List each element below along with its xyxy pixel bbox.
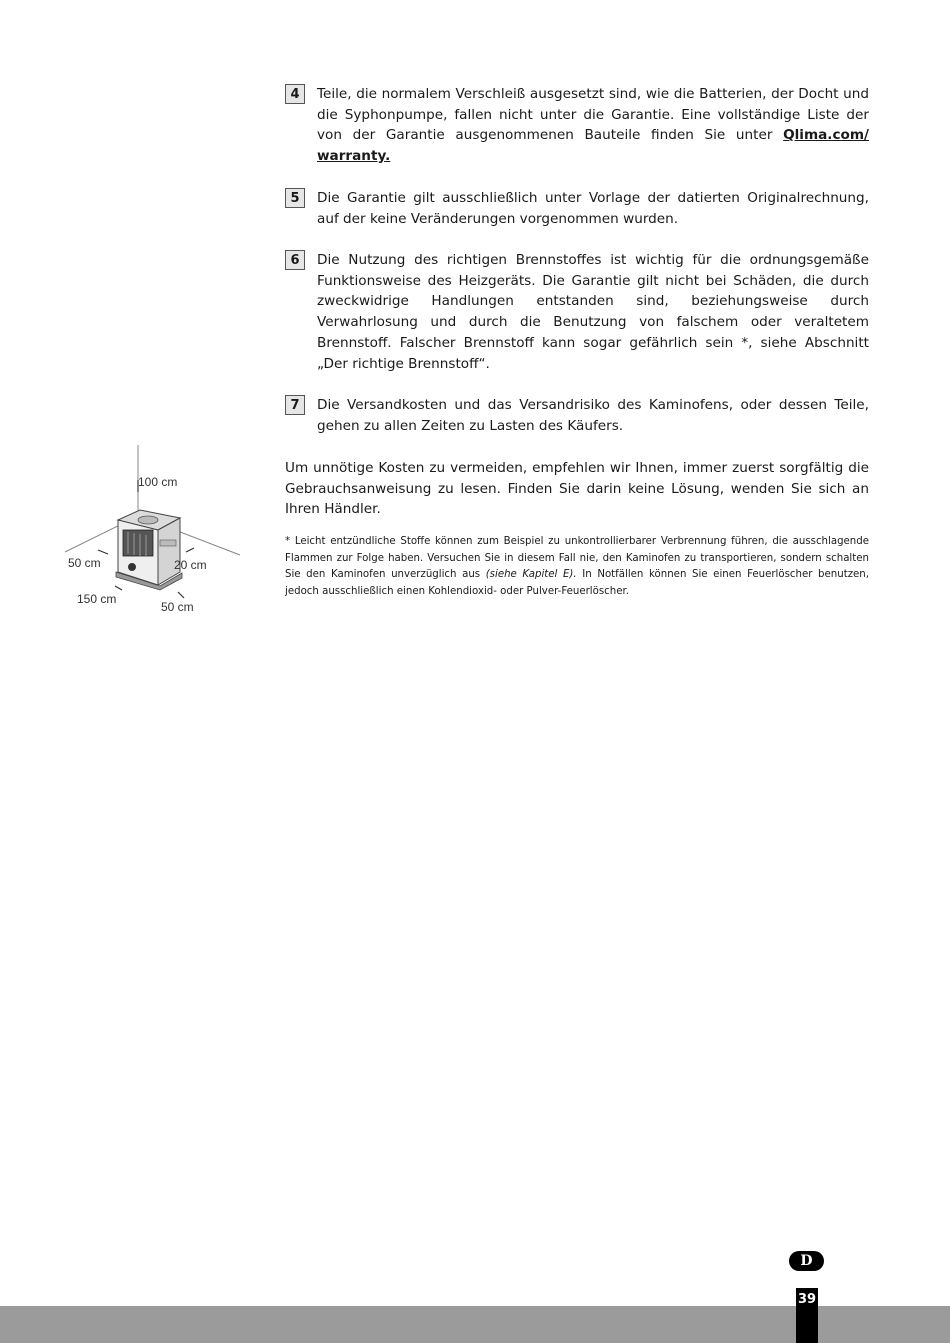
label-50cm-left: 50 cm	[68, 556, 101, 570]
item-number: 6	[285, 250, 305, 270]
item-number: 5	[285, 188, 305, 208]
item-number: 7	[285, 395, 305, 415]
warranty-item-5	[285, 188, 869, 229]
clearance-diagram	[60, 440, 260, 625]
item-text: Teile, die normalem Verschleiß ausgesetzt sind, wie die Batterien, der Docht und die Syphonpumpe, fallen nicht unter die Garantie. Eine vollständige Liste der von der Garantie ausgenommenen Bauteile finden Sie unter Qlima.com/ warranty.	[317, 86, 869, 165]
heater-illustration	[60, 440, 260, 625]
label-150cm: 150 cm	[77, 592, 117, 606]
warranty-link[interactable]: Qlima.com/ warranty.	[317, 127, 869, 165]
warranty-item-6	[285, 250, 869, 374]
label-50cm-front: 50 cm	[161, 600, 194, 614]
page-number: 39	[796, 1288, 818, 1343]
item-text: Die Versandkosten und das Versandrisiko des Kaminofens, oder dessen Teile, gehen zu allen Zeiten zu Lasten des Käufers.	[317, 397, 869, 434]
item-text: Die Nutzung des richtigen Brennstoffes ist wichtig für die ordnungsgemäße Funktionsweise des Heizgeräts. Die Garantie gilt nicht bei Schäden, die durch zweckwidrige Handlungen entstanden sind, beziehungsweise durch Verwahrlosung und durch die Benutzung von falschem oder veraltetem Brennstoff. Falscher Brennstoff kann sogar gefährlich sein *, siehe Abschnitt „Der richtige Brennstoff“.	[317, 252, 869, 372]
warranty-item-4	[285, 84, 869, 167]
warranty-item-7	[285, 395, 869, 436]
item-number: 4	[285, 84, 305, 104]
label-20cm: 20 cm	[174, 558, 207, 572]
language-badge: D	[789, 1251, 824, 1271]
footnote: * Leicht entzündliche Stoffe können zum Beispiel zu unkontrollierbarer Verbrennung führen, die ausschlagende Flammen zur Folge haben. Versuchen Sie in diesem Fall nie, den Kaminofen zu transportieren, sondern schalten Sie den Kaminofen unverzüglich aus (siehe Kapitel E). In Notfällen können Sie einen Feuerlöscher benutzen, jedoch ausschließlich einen Kohlendioxid- oder Pulver-Feuerlöscher.	[285, 536, 870, 597]
label-100cm: 100 cm	[138, 475, 178, 489]
item-text: Die Garantie gilt ausschließlich unter Vorlage der datierten Originalrechnung, auf der keine Veränderungen vorgenommen wurden.	[317, 190, 869, 227]
advice-paragraph: Um unnötige Kosten zu vermeiden, empfehlen wir Ihnen, immer zuerst sorgfältig die Gebrauchsanweisung zu lesen. Finden Sie darin keine Lösung, wenden Sie sich an Ihren Händler.	[285, 460, 869, 518]
